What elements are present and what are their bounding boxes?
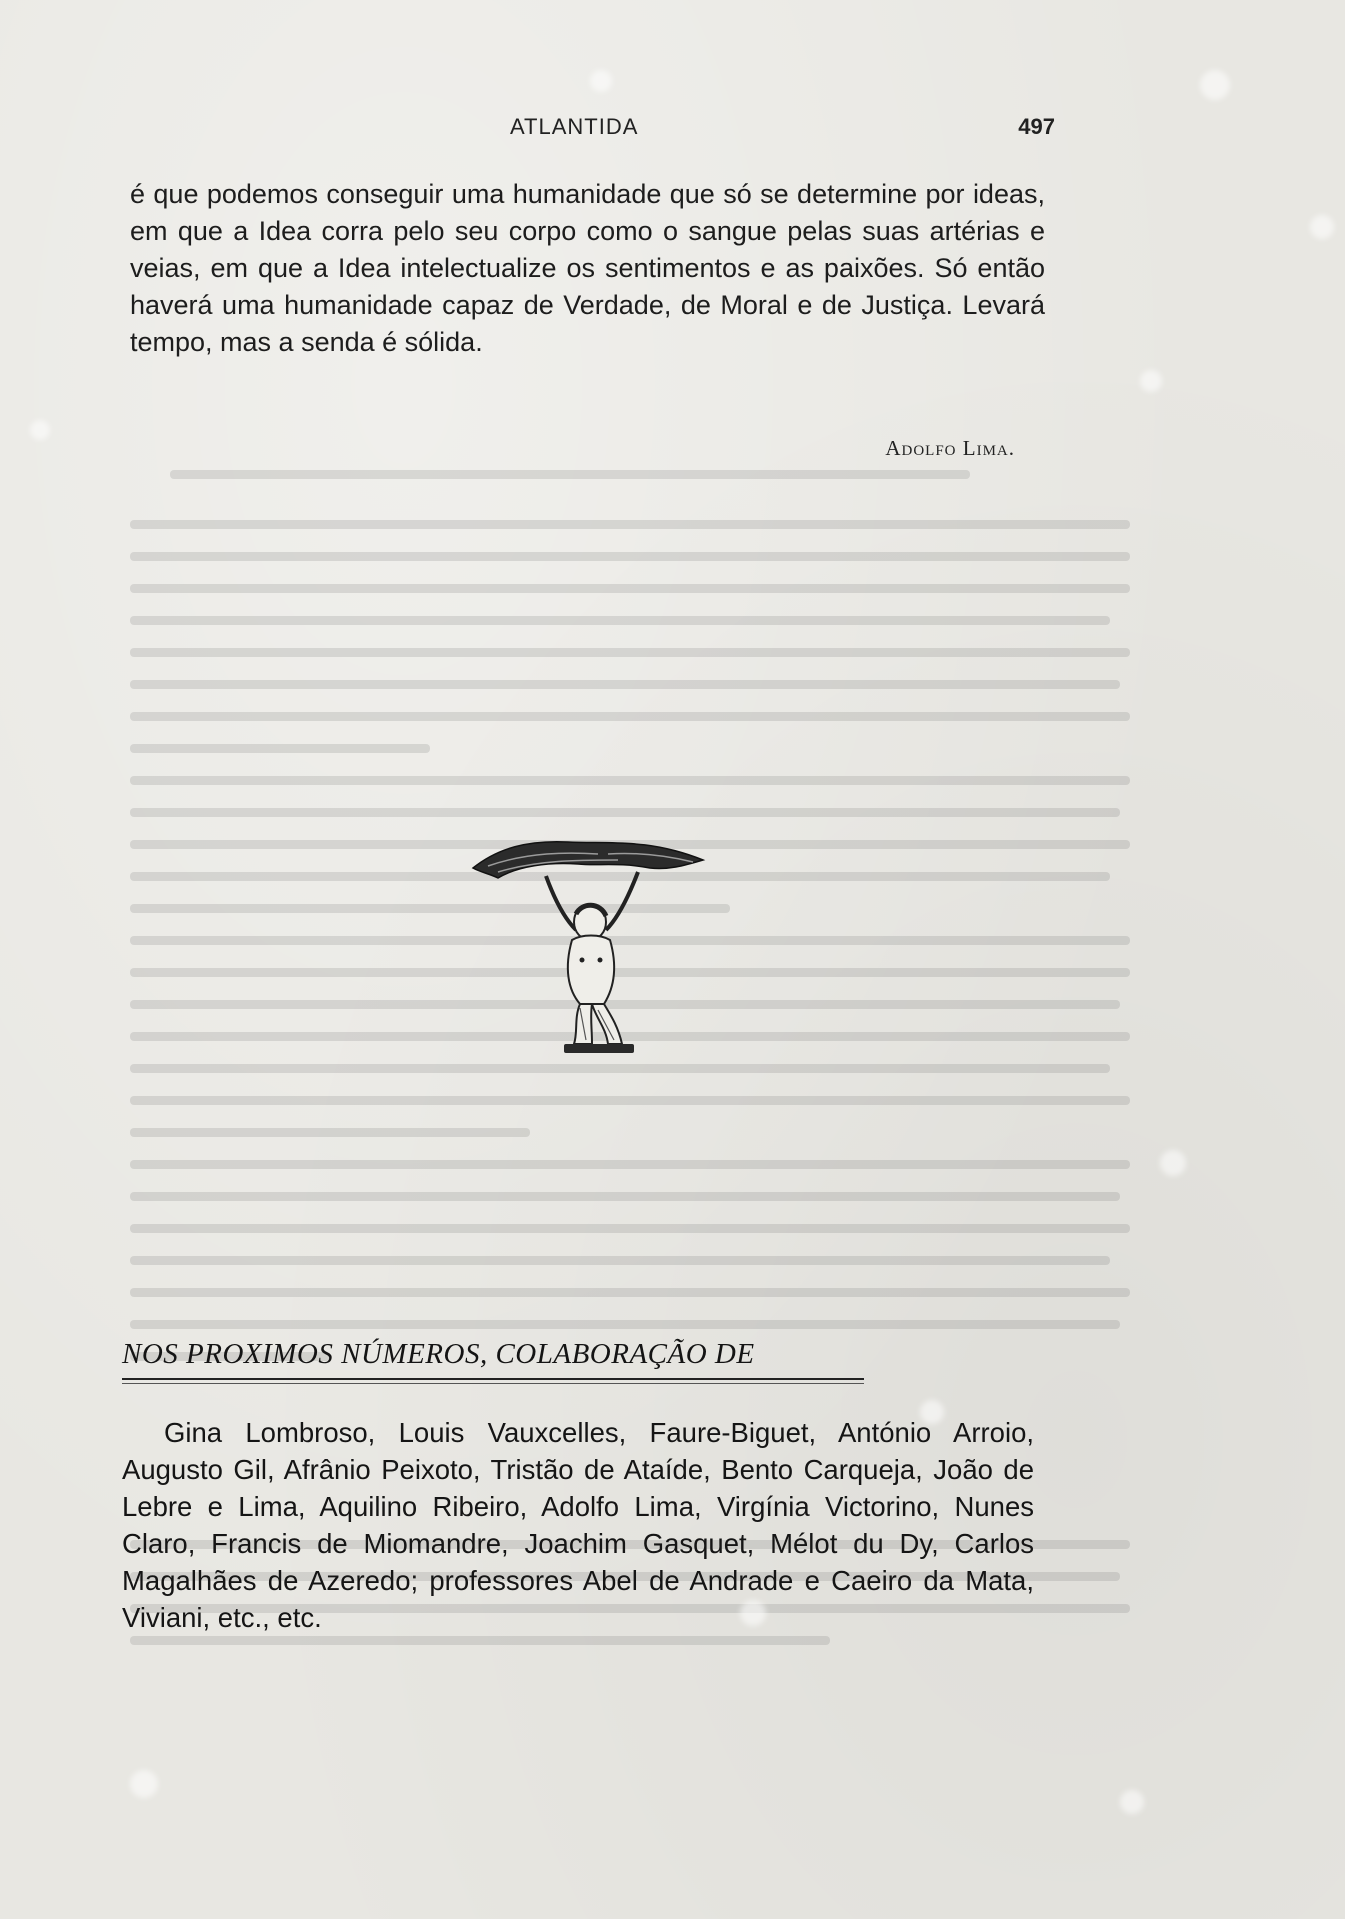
- paper-speck: [1200, 70, 1230, 100]
- paper-speck: [1120, 1790, 1144, 1814]
- heading-underline: [122, 1378, 864, 1380]
- paper-speck: [590, 70, 612, 92]
- announcement-heading: NOS PROXIMOS NÚMEROS, COLABORAÇÃO DE: [122, 1338, 755, 1370]
- paper-speck: [1160, 1150, 1186, 1176]
- paper-speck: [30, 420, 50, 440]
- figure-holding-banner-icon: [468, 818, 708, 1058]
- paper-speck: [130, 1770, 158, 1798]
- article-closing-paragraph: é que podemos conseguir uma humanidade que só se determine por ideas, em que a Idea corra pelo seu corpo como o sangue pelas suas artérias e veias, em que a Idea intelectualize os sentimentos e as paixões. Só então haverá uma humanidade capaz de Verdade, de Moral e de Justiça. Levará tempo, mas a senda é sólida.: [130, 179, 1045, 357]
- paper-speck: [1310, 215, 1334, 239]
- running-header: [130, 114, 1055, 144]
- heading-underline-thin: [122, 1383, 864, 1384]
- author-signature: Adolfo Lima.: [885, 436, 1015, 460]
- contributors-list: Gina Lombroso, Louis Vauxcelles, Faure-Biguet, António Arroio, Augusto Gil, Afrânio Peixoto, Tristão de Ataíde, Bento Carqueja, João de Lebre e Lima, Aquilino Ribeiro, Adolfo Lima, Virgínia Victorino, Nunes Claro, Francis de Miomandre, Joachim Gasquet, Mélot du Dy, Carlos Magalhães de Azeredo; professores Abel de Andrade e Caeiro da Mata, Viviani, etc., etc.: [122, 1417, 1034, 1633]
- paper-speck: [1140, 370, 1162, 392]
- page-number: 497: [1018, 114, 1055, 139]
- journal-title: ATLANTIDA: [510, 114, 639, 139]
